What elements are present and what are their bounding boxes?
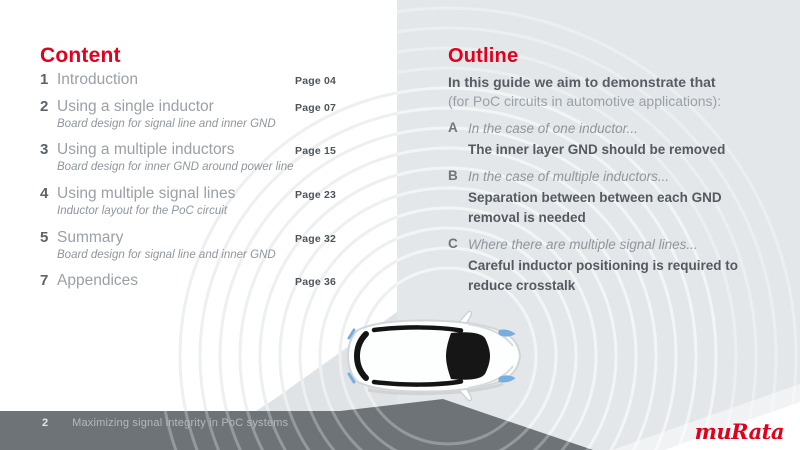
toc-item-page: Page 07 — [295, 102, 337, 114]
toc-item-number: 2 — [40, 98, 49, 115]
car-windshield-roof — [446, 332, 490, 380]
toc-item-subtitle: Board design for inner GND around power line — [57, 161, 294, 173]
toc-item-page: Page 36 — [295, 276, 337, 288]
toc-item-subtitle: Board design for signal line and inner GND — [57, 118, 276, 130]
outline-item-c — [448, 236, 793, 296]
toc-item-number: 4 — [40, 185, 49, 202]
toc-item-title: Summary — [57, 229, 124, 246]
outline-item-statement: Separation between between each GND — [468, 190, 722, 205]
toc-item-single-inductor — [40, 98, 390, 130]
toc-item-title: Introduction — [57, 71, 138, 88]
outline-item-a — [448, 120, 793, 160]
toc-item-appendices — [40, 272, 390, 290]
footer — [42, 417, 288, 429]
outline-item-statement: removal is needed — [468, 210, 586, 225]
outline-item-letter: C — [448, 236, 458, 251]
toc-item-number: 5 — [40, 229, 49, 246]
outline-item-lead: In the case of multiple inductors... — [468, 169, 670, 184]
outline-item-letter: B — [448, 168, 458, 183]
toc-item-subtitle: Board design for signal line and inner GND — [57, 249, 276, 261]
toc-item-multiple-inductors — [40, 141, 390, 173]
toc-item-page: Page 32 — [295, 233, 337, 245]
toc-item-title: Using a single inductor — [57, 98, 214, 115]
toc-item-title: Using multiple signal lines — [57, 185, 236, 202]
outline-item-statement: The inner layer GND should be removed — [468, 142, 726, 157]
outline-item-lead: Where there are multiple signal lines... — [468, 237, 698, 252]
content-title: Content — [40, 44, 121, 67]
outline-intro-bold: In this guide we aim to demonstrate that — [448, 74, 716, 90]
toc-item-title: Using a multiple inductors — [57, 141, 235, 158]
toc-item-number: 3 — [40, 141, 49, 158]
toc-item-number: 1 — [40, 71, 49, 88]
toc-item-title: Appendices — [57, 272, 139, 289]
murata-logo: muRata — [694, 419, 784, 444]
outline-item-lead: In the case of one inductor... — [468, 121, 638, 136]
toc-item-page: Page 15 — [295, 145, 337, 157]
outline-item-statement: reduce crosstalk — [468, 278, 576, 293]
footer-label: Maximizing signal integrity in PoC systems — [72, 417, 289, 429]
toc-item-signal-lines — [40, 185, 390, 217]
toc-item-page: Page 04 — [295, 75, 337, 87]
outline-intro-plain: (for PoC circuits in automotive applications): — [448, 93, 722, 109]
toc-item-page: Page 23 — [295, 189, 337, 201]
outline-title: Outline — [448, 45, 519, 67]
outline-item-b — [448, 168, 793, 228]
toc-item-number: 7 — [40, 272, 49, 289]
outline-item-letter: A — [448, 120, 458, 135]
toc-item-subtitle: Inductor layout for the PoC circuit — [57, 205, 228, 217]
outline-item-statement: Careful inductor positioning is required to — [468, 258, 739, 273]
toc-item-summary — [40, 229, 390, 261]
footer-page-number: 2 — [42, 417, 49, 429]
toc-item-introduction — [40, 71, 390, 89]
